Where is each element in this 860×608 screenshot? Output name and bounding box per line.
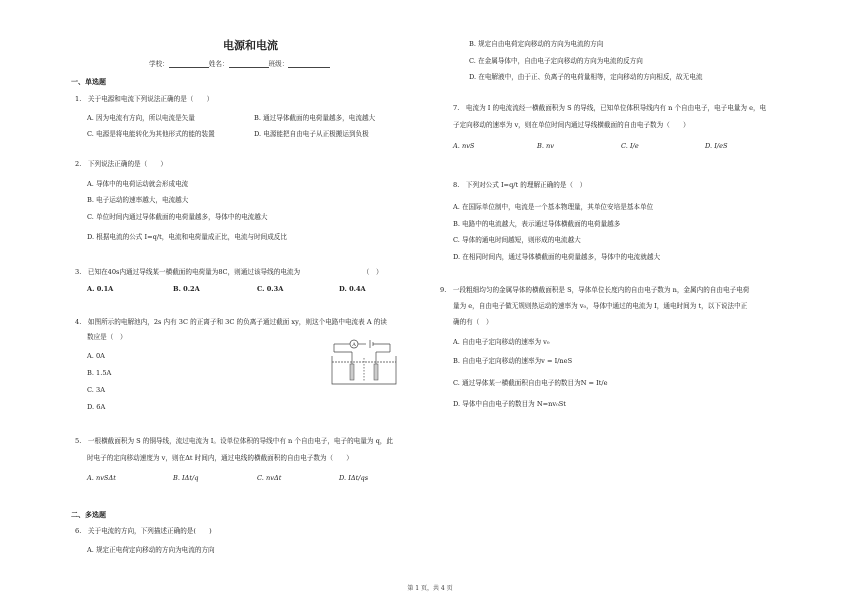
name-blank[interactable] bbox=[229, 60, 269, 68]
q7-stem-line2: 子定向移动的速率为 v，则在单位时间内通过导线横截面的自由电子数为（ ） bbox=[453, 121, 690, 129]
electrolytic-cell-diagram bbox=[330, 338, 400, 386]
q8-option-c[interactable]: C. 导体的通电时间越短，则形成的电流越大 bbox=[453, 236, 581, 244]
q9-option-d[interactable]: D. 导体中自由电子的数目为 N=nv₀St bbox=[453, 400, 566, 408]
q9-stem-line3: 确的有（ ） bbox=[453, 318, 493, 326]
q8-option-b[interactable]: B. 电路中的电流越大，表示通过导体横截面的电荷量越多 bbox=[453, 220, 621, 228]
q4-option-a[interactable]: A. 0A bbox=[87, 352, 105, 360]
q5-option-d[interactable]: D. IΔt/qs bbox=[339, 474, 369, 482]
q4-stem-line2: 数应是（ ） bbox=[87, 333, 127, 341]
q3-option-d[interactable]: D. 0.4A bbox=[339, 285, 366, 293]
q5-stem-line1: 5. 一根横截面积为 S 的铜导线，流过电流为 I。设单位体积的导线中有 n 个自由电子，电子的电量为 q，此 bbox=[75, 437, 393, 445]
left-column bbox=[58, 0, 453, 590]
q5-option-c[interactable]: C. nvΔt bbox=[257, 474, 282, 482]
q7-option-a[interactable]: A. nvS bbox=[453, 142, 475, 150]
q5-stem-line2: 时电子的定向移动速度为 v，则在Δt 时间内，通过电线的横截面积的自由电子数为（ ） bbox=[87, 454, 353, 462]
q6-option-a[interactable]: A. 规定正电荷定向移动的方向为电流的方向 bbox=[87, 546, 215, 554]
q9-stem-line2: 量为 e，自由电子做无规则热运动的速率为 v₀，导体中通过的电流为 I，通电时间为 t，以下说法中正 bbox=[453, 302, 748, 310]
section-multi-choice: 二、多选题 bbox=[71, 510, 106, 519]
q9-option-c[interactable]: C. 通过导体某一横截面积自由电子的数目为N = It/e bbox=[453, 379, 608, 387]
q1-option-c[interactable]: C. 电源是将电能转化为其他形式的能的装置 bbox=[87, 130, 215, 138]
q1-option-a[interactable]: A. 因为电流有方向，所以电流是矢量 bbox=[87, 114, 195, 122]
q7-option-c[interactable]: C. I/e bbox=[621, 142, 639, 150]
right-column bbox=[440, 0, 835, 590]
q3-stem: 3. 已知在40s内通过导线某一横截面的电荷量为8C，则通过该导线的电流为 （ ） bbox=[75, 268, 383, 276]
q5-option-b[interactable]: B. IΔt/q bbox=[173, 474, 199, 482]
q3-option-b[interactable]: B. 0.2A bbox=[173, 285, 200, 293]
student-info bbox=[149, 60, 330, 68]
q3-option-a[interactable]: A. 0.1A bbox=[87, 285, 114, 293]
q6-option-d[interactable]: D. 在电解液中，由于正、负离子的电荷量相等，定向移动的方向相反，故无电流 bbox=[469, 73, 703, 81]
q2-option-c[interactable]: C. 单位时间内通过导体截面的电荷量越多，导体中的电流越大 bbox=[87, 213, 268, 221]
q7-stem-line1: 7. 电流为 I 的电流流经一横截面积为 S 的导线，已知单位体积导线内有 n 个自由电子，电子电量为 e，电 bbox=[453, 104, 767, 112]
q6-option-b[interactable]: B. 规定自由电荷定向移动的方向为电流的方向 bbox=[469, 40, 604, 48]
q1-option-b[interactable]: B. 通过导体截面的电荷量越多，电流越大 bbox=[254, 114, 376, 122]
q8-option-d[interactable]: D. 在相同时间内，通过导体横截面的电荷量越多，导体中的电流就越大 bbox=[453, 253, 661, 261]
q7-option-b[interactable]: B. nv bbox=[537, 142, 555, 150]
q2-option-d[interactable]: D. 根据电流的公式 I=q/t，电流和电荷量成正比，电流与时间成反比 bbox=[87, 233, 287, 241]
q4-stem-line1: 4. 如图所示的电解池内，2s 内有 3C 的正离子和 3C 的负离子通过截面 xy，则这个电路中电流表 A 的读 bbox=[75, 318, 387, 326]
q9-option-b[interactable]: B. 自由电子定向移动的速率为v = I/neS bbox=[453, 357, 573, 365]
class-label: 班级： bbox=[268, 60, 289, 68]
q2-option-b[interactable]: B. 电子运动的速率越大，电流越大 bbox=[87, 196, 189, 204]
q2-option-a[interactable]: A. 导体中的电荷运动就会形成电流 bbox=[87, 180, 189, 188]
page-title: 电源和电流 bbox=[223, 39, 278, 52]
q8-stem: 8. 下列对公式 I=q/t 的理解正确的是（ ） bbox=[453, 181, 587, 189]
q6-stem: 6. 关于电流的方向，下列描述正确的是( ) bbox=[75, 527, 212, 535]
q9-stem-line1: 9. 一段粗细均匀的金属导体的横截面积是 S，导体单位长度内的自由电子数为 n，金属内的自由电子电荷 bbox=[440, 286, 750, 294]
class-blank[interactable] bbox=[288, 60, 330, 68]
q9-option-a[interactable]: A. 自由电子定向移动的速率为 v₀ bbox=[453, 338, 550, 346]
q7-option-d[interactable]: D. I/eS bbox=[705, 142, 728, 150]
q4-option-d[interactable]: D. 6A bbox=[87, 403, 106, 411]
page-footer: 第 1 页，共 4 页 bbox=[407, 585, 453, 592]
q8-option-a[interactable]: A. 在国际单位制中，电流是一个基本物理量，其单位安培是基本单位 bbox=[453, 203, 654, 211]
q2-stem: 2. 下列说法正确的是（ ） bbox=[75, 160, 168, 168]
school-blank[interactable] bbox=[169, 60, 209, 68]
q1-option-d[interactable]: D. 电源能把自由电子从正极搬运到负极 bbox=[254, 130, 369, 138]
section-single-choice: 一、单选题 bbox=[71, 77, 106, 86]
q4-option-b[interactable]: B. 1.5A bbox=[87, 369, 112, 377]
q4-option-c[interactable]: C. 3A bbox=[87, 386, 105, 394]
q6-option-c[interactable]: C. 在金属导体中，自由电子定向移动的方向为电流的反方向 bbox=[469, 57, 643, 65]
name-label: 姓名： bbox=[208, 60, 229, 68]
school-label: 学校： bbox=[149, 60, 169, 68]
q1-stem: 1. 关于电源和电流下列说法正确的是（ ） bbox=[75, 95, 214, 103]
q5-option-a[interactable]: A. nvSΔt bbox=[87, 474, 116, 482]
q3-option-c[interactable]: C. 0.3A bbox=[257, 285, 284, 293]
ammeter-label: A bbox=[352, 342, 356, 348]
